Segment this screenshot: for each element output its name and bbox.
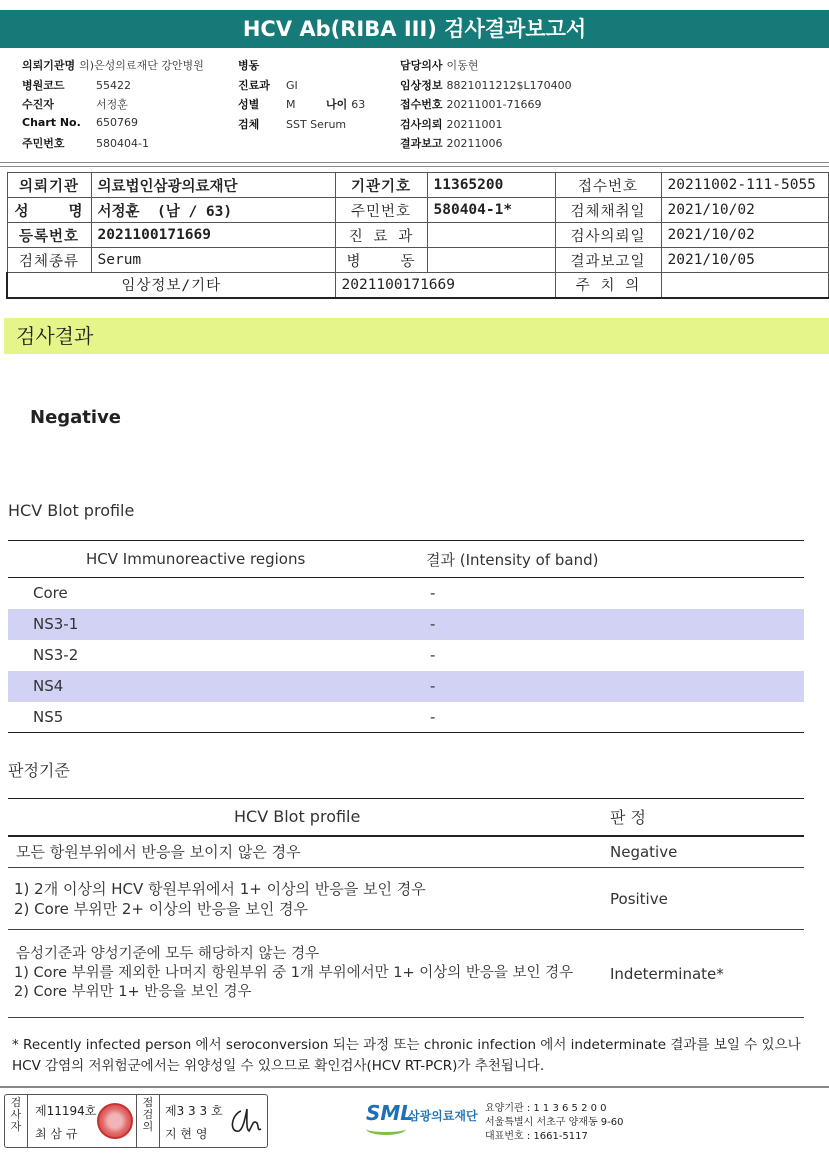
chart-no-field: Chart No. 650769 bbox=[22, 116, 138, 129]
table-row bbox=[8, 702, 804, 733]
table-row bbox=[8, 930, 804, 1018]
column-header: 판 정 bbox=[602, 799, 804, 836]
signature-box bbox=[4, 1094, 268, 1148]
org-name: 삼광의료재단 bbox=[408, 1109, 478, 1123]
region-cell: NS5 bbox=[8, 702, 424, 733]
info-label: 주 치 의 bbox=[555, 273, 661, 298]
value-cell: - bbox=[424, 702, 804, 733]
logo-mark: SML bbox=[366, 1101, 414, 1125]
value-cell: - bbox=[424, 671, 804, 702]
divider bbox=[27, 1095, 28, 1147]
sex-field: 성별 M bbox=[238, 98, 296, 111]
info-label: 접수번호 bbox=[555, 173, 661, 198]
region-cell: NS4 bbox=[8, 671, 424, 702]
table-row bbox=[8, 868, 804, 930]
region-cell: NS3-1 bbox=[8, 609, 424, 640]
criteria-line: 1) Core 부위를 제외한 나머지 항원부위 중 1개 부위에서만 1+ 이상의 반응을 보인 경우 bbox=[14, 965, 574, 981]
info-label: 기관기호 bbox=[335, 173, 427, 198]
report-header bbox=[0, 55, 829, 155]
info-value: 2021/10/02 bbox=[661, 198, 829, 223]
info-label: 검체종류 bbox=[7, 248, 91, 273]
info-value bbox=[427, 248, 555, 273]
blot-heading: HCV Blot profile bbox=[8, 501, 135, 520]
criteria-text bbox=[8, 868, 602, 930]
criteria-result: Positive bbox=[602, 868, 804, 930]
request-date-field: 검사의뢰 20211001 bbox=[400, 118, 503, 131]
info-value bbox=[661, 273, 829, 298]
patient-field: 수진자 서정훈 bbox=[22, 98, 128, 111]
table-row bbox=[7, 173, 829, 198]
org-phone: 대표번호 : 1661-5117 bbox=[485, 1131, 588, 1142]
table-row bbox=[7, 273, 829, 298]
seal-stamp bbox=[97, 1103, 133, 1139]
value-cell: - bbox=[424, 609, 804, 640]
region-cell: Core bbox=[33, 584, 68, 603]
verifier-label: 점검의 bbox=[142, 1096, 154, 1133]
receipt-no-field: 접수번호 20211001-71669 bbox=[400, 98, 542, 111]
criteria-line: 2) Core 부위만 1+ 반응을 보인 경우 bbox=[14, 984, 252, 1000]
divider bbox=[159, 1095, 160, 1147]
tester-label: 검사자 bbox=[10, 1096, 22, 1133]
info-value: 2021100171669 bbox=[91, 223, 335, 248]
info-value: 11365200 bbox=[427, 173, 555, 198]
divider bbox=[0, 1086, 829, 1088]
table-row bbox=[8, 640, 804, 671]
institution-field: 의뢰기관명 의)은성의료재단 강안병원 bbox=[22, 59, 204, 72]
age-field: 나이 63 bbox=[326, 98, 366, 111]
column-header: HCV Blot profile bbox=[8, 799, 602, 836]
info-value: 20211002-111-5055 bbox=[661, 173, 829, 198]
hospital-code-field: 병원코드 55422 bbox=[22, 79, 131, 92]
criteria-heading: 판정기준 bbox=[8, 761, 70, 780]
criteria-text bbox=[8, 930, 602, 1018]
divider bbox=[0, 162, 829, 163]
org-location: 서울특별시 서초구 양재동 9-60 bbox=[485, 1117, 624, 1128]
info-label: 의뢰기관 bbox=[7, 173, 91, 198]
doctor-field: 담당의사 이동현 bbox=[400, 59, 479, 72]
dept-field: 진료과 GI bbox=[238, 79, 298, 92]
patient-info-table bbox=[6, 172, 829, 299]
tester-license: 제11194호 bbox=[35, 1104, 97, 1118]
info-value: 2021100171669 bbox=[335, 273, 555, 298]
info-value bbox=[427, 223, 555, 248]
logo-swoosh-icon bbox=[366, 1123, 406, 1135]
criteria-result: Indeterminate* bbox=[602, 930, 804, 1018]
criteria-table bbox=[8, 798, 804, 1018]
signature-icon bbox=[227, 1105, 263, 1139]
table-row bbox=[8, 836, 804, 868]
verifier-license: 제3 3 3 호 bbox=[165, 1104, 223, 1118]
info-label: 임상정보/기타 bbox=[7, 273, 335, 298]
info-label: 결과보고일 bbox=[555, 248, 661, 273]
report-date-field: 결과보고 20211006 bbox=[400, 137, 503, 150]
info-value: 서정훈 (남 / 63) bbox=[91, 198, 335, 223]
info-label: 검체채취일 bbox=[555, 198, 661, 223]
criteria-line: 음성기준과 양성기준에 모두 해당하지 않는 경우 bbox=[16, 946, 320, 962]
info-value: Serum bbox=[91, 248, 335, 273]
table-header bbox=[8, 799, 804, 836]
criteria-line: 2) Core 부위만 2+ 이상의 반응을 보인 경우 bbox=[14, 899, 308, 918]
info-label: 병 동 bbox=[335, 248, 427, 273]
criteria-line: 1) 2개 이상의 HCV 항원부위에서 1+ 이상의 반응을 보인 경우 bbox=[14, 879, 426, 898]
table-row bbox=[7, 198, 829, 223]
criteria-result: Negative bbox=[602, 836, 804, 868]
test-result: Negative bbox=[30, 407, 122, 428]
section-title: 검사결과 bbox=[4, 318, 829, 354]
footnote: * Recently infected person 에서 seroconversion 되는 과정 또는 chronic infection 에서 indeterminate 결과를 보일 수 있으나 HCV 감염의 저위험군에서는 위양성일 수 있으므로 확인검사(HCV RT-PCR)가 추천됩니다. bbox=[12, 1037, 801, 1074]
criteria-text: 모든 항원부위에서 반응을 보이지 않은 경우 bbox=[8, 836, 602, 868]
company-logo bbox=[366, 1101, 502, 1141]
table-row bbox=[7, 248, 829, 273]
divider bbox=[0, 166, 829, 167]
ward-field: 병동 bbox=[238, 59, 260, 72]
verifier-name: 지 현 영 bbox=[165, 1127, 208, 1141]
info-value: 2021/10/02 bbox=[661, 223, 829, 248]
blot-table bbox=[8, 540, 804, 733]
info-label: 진 료 과 bbox=[335, 223, 427, 248]
table-row bbox=[8, 578, 804, 609]
column-header: HCV Immunoreactive regions bbox=[8, 541, 424, 578]
table-row bbox=[7, 223, 829, 248]
table-row bbox=[8, 609, 804, 640]
table-row bbox=[8, 671, 804, 702]
value-cell: - bbox=[430, 646, 436, 664]
region-cell: NS3-2 bbox=[33, 646, 79, 664]
info-label: 주민번호 bbox=[335, 198, 427, 223]
clinical-info-field: 임상정보 8821011212$L170400 bbox=[400, 79, 572, 92]
report-title: HCV Ab(RIBA III) 검사결과보고서 bbox=[0, 10, 829, 48]
column-header: 결과 (Intensity of band) bbox=[424, 541, 804, 578]
specimen-field: 검체 SST Serum bbox=[238, 118, 347, 131]
info-label: 등록번호 bbox=[7, 223, 91, 248]
info-label: 검사의뢰일 bbox=[555, 223, 661, 248]
tester-name: 최 삼 규 bbox=[35, 1127, 78, 1141]
id-no-field: 주민번호 580404-1 bbox=[22, 137, 149, 150]
info-value: 의료법인삼광의료재단 bbox=[91, 173, 335, 198]
info-value: 580404-1* bbox=[427, 198, 555, 223]
table-header bbox=[8, 541, 804, 578]
divider bbox=[136, 1095, 137, 1147]
value-cell: - bbox=[430, 584, 436, 603]
org-code: 요양기관 : 1 1 3 6 5 2 0 0 bbox=[485, 1103, 607, 1114]
info-label: 성 명 bbox=[7, 198, 91, 223]
info-value: 2021/10/05 bbox=[661, 248, 829, 273]
org-address bbox=[485, 1102, 624, 1144]
